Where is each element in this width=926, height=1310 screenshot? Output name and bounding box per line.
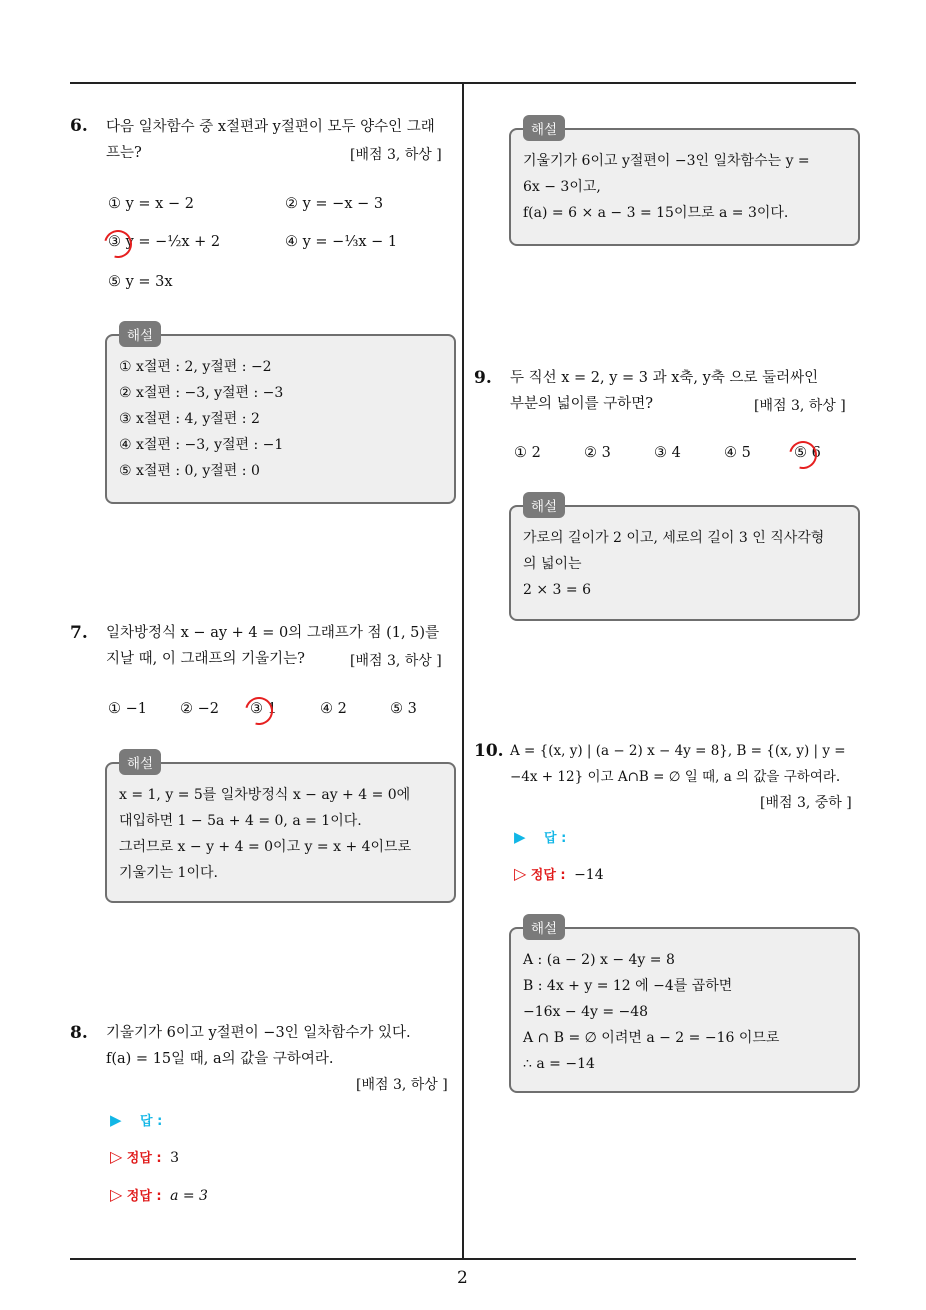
solution-box <box>105 756 456 903</box>
question-number: 7. <box>70 623 88 643</box>
cyan-arrow-icon: ▶ <box>110 1111 122 1129</box>
solution-body: x = 1, y = 5를 일차방정식 x − ay + 4 = 0에 대입하면 1 − 5a + 4 = 0, a = 1이다. 그러므로 x − y + 4 = 0이고 y = x + 4이므로 기울기는 1이다. <box>119 787 412 881</box>
question-text: 두 직선 x = 2, y = 3 과 x축, y축 으로 둘러싸인 부분의 넓이를 구하면? <box>510 370 819 412</box>
choice-5[interactable]: ⑤ y = 3x <box>108 274 173 290</box>
answer-input-line[interactable] <box>514 827 566 846</box>
correct-label: 정답 : <box>126 1189 162 1204</box>
solution-tag: 해설 <box>523 115 565 141</box>
correct-label: 정답 : <box>530 868 566 883</box>
page-number: 2 <box>457 1268 468 1288</box>
choice-3[interactable]: ③ 4 <box>654 445 681 461</box>
question-number: 8. <box>70 1023 88 1043</box>
solution-tag: 해설 <box>523 914 565 940</box>
solution-box <box>509 499 860 621</box>
question-number: 10. <box>474 741 504 761</box>
question-number: 9. <box>474 368 492 388</box>
question-number: 6. <box>70 116 88 136</box>
red-arrow-icon: ▷ <box>514 864 527 883</box>
choice-2[interactable]: ② y = −x − 3 <box>285 196 384 212</box>
choice-5[interactable]: ⑤ 6 <box>794 445 821 461</box>
correct-value: 3 <box>170 1150 179 1166</box>
bottom-rule <box>70 1258 856 1260</box>
answer-label: 답 : <box>544 831 567 846</box>
choice-4[interactable]: ④ 5 <box>724 445 751 461</box>
solution-tag: 해설 <box>119 321 161 347</box>
choice-3[interactable]: ③ y = −½x + 2 <box>108 234 221 250</box>
solution-box <box>509 921 860 1093</box>
answer-circle-mark <box>240 692 278 730</box>
solution-body: A : (a − 2) x − 4y = 8 B : 4x + y = 12 에 −4를 곱하면 −16x − 4y = −48 A ∩ B = ∅ 이려면 a − 2 = −16 이므로 ∴ a = −14 <box>523 952 780 1072</box>
cyan-arrow-icon: ▶ <box>514 828 526 846</box>
answer-circle-mark <box>99 225 137 263</box>
question-meta: [배점 3, 중하 ] <box>760 795 852 811</box>
question-text: 일차방정식 x − ay + 4 = 0의 그래프가 점 (1, 5)를 지날 때, 이 그래프의 기울기는? <box>106 625 440 667</box>
question-meta: [배점 3, 하상 ] <box>356 1077 448 1093</box>
solution-box <box>105 328 456 504</box>
correct-label: 정답 : <box>126 1151 162 1166</box>
correct-answer-line <box>110 1147 179 1166</box>
question-text: A = {(x, y) | (a − 2) x − 4y = 8}, B = {(x, y) | y = −4x + 12} 이고 A∩B = ∅ 일 때, a 의 값을 구하여라. <box>510 743 846 785</box>
question-meta: [배점 3, 하상 ] <box>350 653 442 669</box>
red-arrow-icon: ▷ <box>110 1185 123 1204</box>
question-meta: [배점 3, 하상 ] <box>754 398 846 414</box>
choice-1[interactable]: ① −1 <box>108 701 147 717</box>
solution-body: ① x절편 : 2, y절편 : −2 ② x절편 : −3, y절편 : −3 ③ x절편 : 4, y절편 : 2 ④ x절편 : −3, y절편 : −1 ⑤ x절편 : 0, y절편 : 0 <box>119 359 284 479</box>
choice-2[interactable]: ② 3 <box>584 445 611 461</box>
correct-value: −14 <box>574 867 604 883</box>
answer-circle-mark <box>784 436 822 474</box>
answer-input-line[interactable] <box>110 1110 162 1129</box>
answer-label: 답 : <box>140 1114 163 1129</box>
question-text: 기울기가 6이고 y절편이 −3인 일차함수가 있다. f(a) = 15일 때, a의 값을 구하여라. <box>106 1025 411 1067</box>
solution-body: 기울기가 6이고 y절편이 −3인 일차함수는 y = 6x − 3이고, f(a) = 6 × a − 3 = 15이므로 a = 3이다. <box>523 153 810 221</box>
choice-4[interactable]: ④ y = −⅓x − 1 <box>285 234 398 250</box>
choice-1[interactable]: ① y = x − 2 <box>108 196 194 212</box>
choice-1[interactable]: ① 2 <box>514 445 541 461</box>
choice-3[interactable]: ③ 1 <box>250 701 277 717</box>
choice-5[interactable]: ⑤ 3 <box>390 701 417 717</box>
solution-body: 가로의 길이가 2 이고, 세로의 길이 3 인 직사각형 의 넓이는 2 × 3 = 6 <box>523 530 825 598</box>
correct-answer-line <box>514 864 604 883</box>
choice-4[interactable]: ④ 2 <box>320 701 347 717</box>
correct-value: a = 3 <box>170 1188 208 1204</box>
solution-tag: 해설 <box>523 492 565 518</box>
choice-2[interactable]: ② −2 <box>180 701 219 717</box>
solution-box <box>509 122 860 246</box>
red-arrow-icon: ▷ <box>110 1147 123 1166</box>
solution-tag: 해설 <box>119 749 161 775</box>
question-text: 다음 일차함수 중 x절편과 y절편이 모두 양수인 그래 프는? <box>106 119 435 161</box>
column-divider <box>462 82 464 1260</box>
correct-answer-line <box>110 1185 208 1204</box>
question-meta: [배점 3, 하상 ] <box>350 147 442 163</box>
